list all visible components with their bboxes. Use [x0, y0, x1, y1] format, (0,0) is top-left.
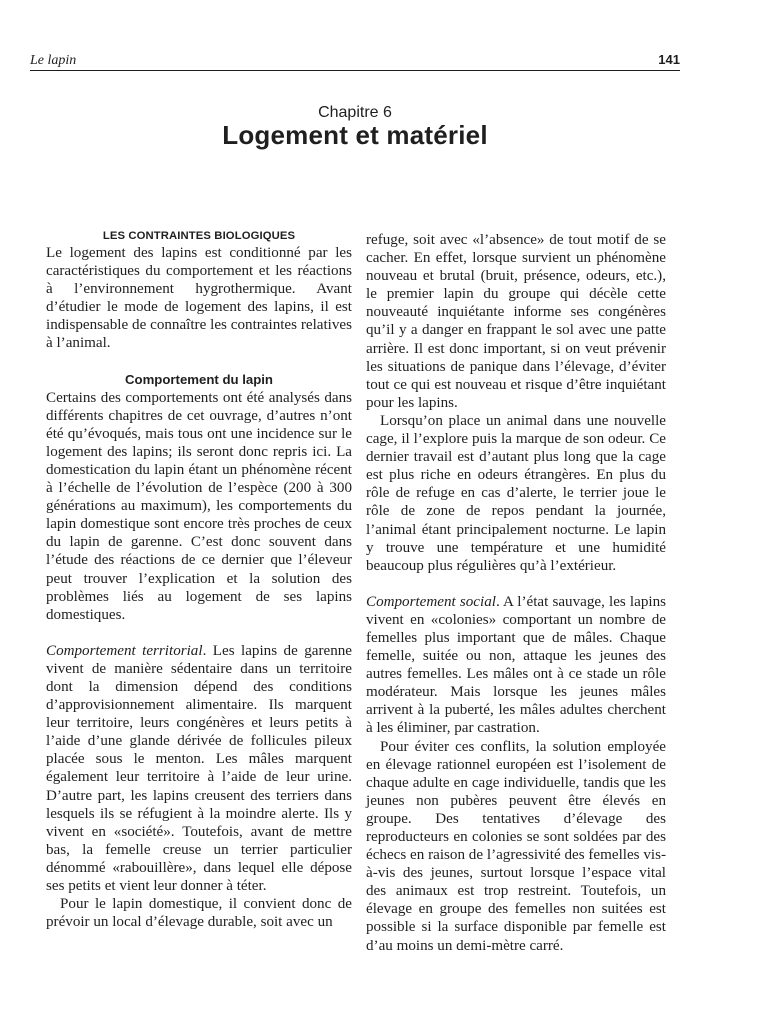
intro-paragraph: Le logement des lapins est conditionné par les caractéristiques du comportement et les réactions à l’environnement hygrothermique. Avant d’étudier le mode de logement des lapins, il est indispensable de connaître les contraintes relatives à l’animal. — [46, 245, 352, 352]
domestic-paragraph: Pour le lapin domestique, il convient donc de prévoir un local d’élevage durable, soit avec un — [46, 896, 352, 931]
new-cage-paragraph: Lorsqu’on place un animal dans une nouvelle cage, il l’explore puis la marque de son odeur. Ce dernier travail est d’autant plus long que la cage est plus riche en odeurs étrangères. En plus du rôle de refuge en cas d’alerte, le terrier joue le rôle de zone de repos pendant la journée, l’animal étant principalement nocturne. Le lapin y trouve une température et une humidité beaucoup plus régulières qu’à l’extérieur. — [366, 412, 666, 574]
running-title: Le lapin — [30, 53, 77, 68]
behavior-paragraph: Certains des comportements ont été analysés dans différents chapitres de cet ouvrage, d’autres n’ont été qu’évoqués, mais tous ont une incidence sur le logement des lapins; ils seront donc repris ici. La domestication du lapin étant un phénomène récent à l’échelle de l’évolution de l’espèce (200 à 300 générations au maximum), les comportements du lapin domestique sont encore très proches de ceux du lapin de garenne. C’est donc souvent dans l’étude des réactions de ce dernier que l’éleveur peut trouver l’explication et la solution des problèmes liés au logement de ses lapins domestiques. — [46, 389, 352, 623]
running-header — [30, 54, 680, 71]
territorial-text: . Les lapins de garenne vivent de manière sédentaire dans un territoire dont la dimension dépend des conditions d’approvisionnement alimentaire. Ils marquent leur territoire, leurs congénères et leurs petits à l’aide d’une glande dérivée de follicules pileux placée sous le menton. Les mâles marquent également leur territoire à l’aide de leur urine. D’autre part, les lapins creusent des terriers dans lesquels ils se réfugient à la moindre alerte. Ils y vivent en «société». Toutefois, avant de mettre bas, la femelle creuse un terrier particulier dénommé «rabouillère», dans lequel elle dépose ses petits et vient leur donner à téter. — [46, 642, 353, 894]
social-text: . A l’état sauvage, les lapins vivent en «colonies» comportant un nombre de femelles plus important que de mâles. Chaque femelle, suitée ou non, attaque les jeunes des autres femelles. Les mâles ont à ce stade un rôle modérateur. Mais lorsque les jeunes mâles arrivent à la puberté, les mâles adultes cherchent à les éliminer, par castration. — [366, 593, 666, 737]
right-column — [366, 231, 666, 955]
territorial-run-in-heading: Comportement territorial — [46, 642, 203, 659]
continuation-paragraph: refuge, soit avec «l’absence» de tout motif de se cacher. En effet, lorsque survient un phénomène nouveau et brutal (bruit, présence, odeurs, etc.), le premier lapin du groupe qui décèle cette nouveauté inquiétante informe ses congénères qu’il y a danger en frappant le sol avec une patte arrière. Il est donc important, si on veut prévenir les situations de panique dans l’élevage, d’éviter tout ce qui est nouveau et risque d’être inquiétant pour les lapins. — [366, 232, 666, 411]
subsection-heading: Comportement du lapin — [125, 371, 273, 387]
section-heading: LES CONTRAINTES BIOLOGIQUES — [102, 230, 296, 242]
social-run-in-heading: Comportement social — [366, 593, 496, 610]
social-paragraph — [366, 593, 666, 738]
chapter-label: Chapitre 6 — [318, 104, 392, 121]
page-number: 141 — [658, 52, 680, 67]
left-column — [46, 228, 352, 931]
chapter-title: Logement et matériel — [222, 120, 488, 150]
territorial-paragraph — [46, 642, 352, 895]
conflicts-paragraph: Pour éviter ces conflits, la solution employée en élevage rationnel européen est l’isolement de chaque adulte en cage individuelle, tandis que les jeunes non pubères peuvent être élevés en groupe. Des tentatives d’élevage des reproducteurs en colonies se sont soldées par des échecs en raison de l’agressivité des femelles vis-à-vis des jeunes, surtout lorsque l’espace vital des animaux est trop restreint. Toutefois, un élevage en groupe des femelles non suitées est possible si la surface disponible par femelle est d’au moins un demi-mètre carré. — [366, 738, 666, 954]
